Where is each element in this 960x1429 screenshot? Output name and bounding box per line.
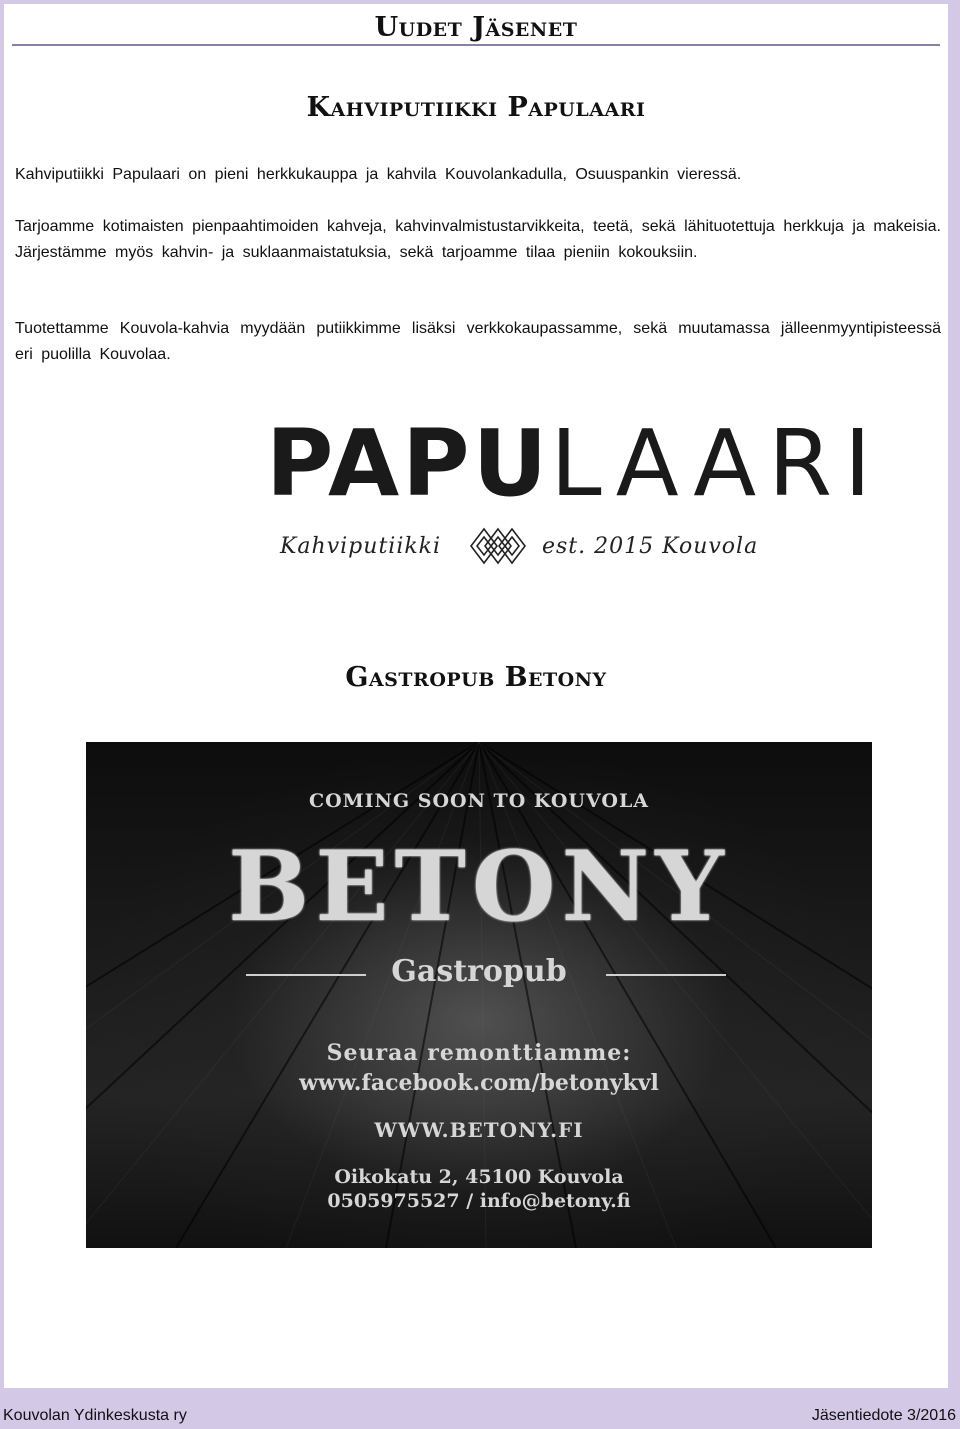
- page-footer: [0, 1394, 960, 1429]
- poster-coming-soon: COMING SOON TO KOUVOLA: [308, 790, 650, 812]
- logo-word-thin: LAARI: [550, 410, 884, 517]
- logo-tagline-right: est. 2015 Kouvola: [542, 534, 759, 559]
- poster-contact: 0505975527 / info@betony.fi: [327, 1190, 631, 1212]
- page-title: Uudet Jäsenet: [374, 12, 578, 43]
- logo-wordmark: [266, 409, 884, 519]
- poster-gastropub: Gastropub: [391, 954, 567, 989]
- page-header: [12, 4, 940, 46]
- poster-website-link: WWW.BETONY.FI: [374, 1118, 584, 1142]
- betony-poster: [86, 742, 872, 1248]
- section-title-papulaari: Kahviputiikki Papulaari: [306, 92, 646, 123]
- footer-issue: Jäsentiedote 3/2016: [811, 1407, 956, 1424]
- section-title-betony: Gastropub Betony: [345, 662, 607, 693]
- paragraph-offerings: Tarjoamme kotimaisten pienpaahtimoiden kahveja, kahvinvalmistustarvikkeita, teetä, sekä lähituotettuja herkkuja ja makeisia. Järjestämme myös kahvin- ja suklaanmaistatuksia, sekä tarjoamme tilaa pieniin kokouksiin.: [15, 218, 941, 261]
- page: [4, 4, 948, 1388]
- poster-betony-name: BETONY: [228, 830, 730, 943]
- diamond-lattice-icon: [470, 527, 526, 565]
- footer-organization: Kouvolan Ydinkeskusta ry: [3, 1407, 187, 1424]
- poster-address: Oikokatu 2, 45100 Kouvola: [334, 1166, 624, 1188]
- paragraph-intro: Kahviputiikki Papulaari on pieni herkkukauppa ja kahvila Kouvolankadulla, Osuuspankin vieressä.: [15, 166, 742, 183]
- paragraph-sales: Tuotettamme Kouvola-kahvia myydään putiikkimme lisäksi verkkokaupassamme, sekä muutamassa jälleenmyyntipisteessä eri puolilla Kouvolaa.: [15, 320, 941, 363]
- poster-rule-right: [606, 974, 726, 976]
- logo-word-bold: PAPU: [266, 410, 551, 517]
- poster-facebook-link: www.facebook.com/betonykvl: [299, 1070, 659, 1096]
- poster-follow-text: Seuraa remonttiamme:: [326, 1040, 632, 1066]
- papulaari-logo: [266, 409, 884, 574]
- logo-tagline-left: Kahviputiikki: [280, 534, 442, 559]
